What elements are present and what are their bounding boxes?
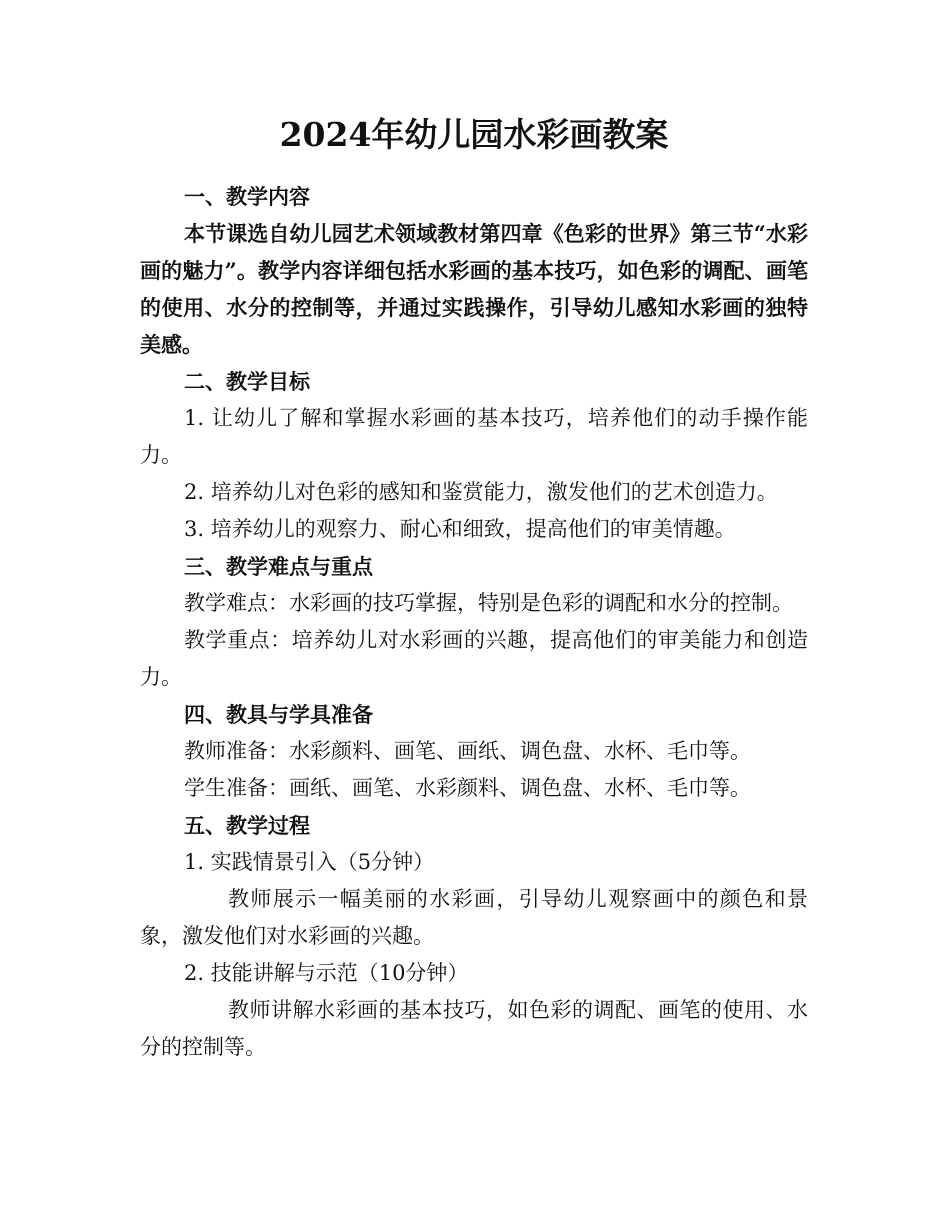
section-heading-content: 一、教学内容 — [184, 184, 310, 209]
difficulty-paragraph: 教学难点：水彩画的技巧掌握，特别是色彩的调配和水分的控制。 — [184, 591, 793, 615]
process-step-1-detail: 教师展示一幅美丽的水彩画，引导幼儿观察画中的颜色和景象，激发他们对水彩画的兴趣。 — [140, 887, 808, 948]
document-body — [140, 110, 808, 1066]
objective-item-2: 2. 培养幼儿对色彩的感知和鉴赏能力，激发他们的艺术创造力。 — [184, 480, 778, 504]
objective-item-1: 1. 让幼儿了解和掌握水彩画的基本技巧，培养他们的动手操作能力。 — [140, 406, 808, 467]
process-step-2-detail: 教师讲解水彩画的基本技巧，如色彩的调配、画笔的使用、水分的控制等。 — [140, 998, 808, 1059]
process-step-1: 1. 实践情景引入（5分钟） — [184, 850, 435, 874]
student-materials: 学生准备：画纸、画笔、水彩颜料、调色盘、水杯、毛巾等。 — [184, 776, 751, 800]
teacher-materials: 教师准备：水彩颜料、画笔、画纸、调色盘、水杯、毛巾等。 — [184, 739, 751, 763]
document-title: 2024年幼儿园水彩画教案 — [279, 115, 669, 154]
section-heading-objectives: 二、教学目标 — [184, 369, 310, 394]
process-step-2: 2. 技能讲解与示范（10分钟） — [184, 961, 469, 985]
content-paragraph: 本节课选自幼儿园艺术领域教材第四章《色彩的世界》第三节“水彩画的魅力”。教学内容详细包括水彩画的基本技巧，如色彩的调配、画笔的使用、水分的控制等，并通过实践操作，引导幼儿感知水彩画的独特美感。 — [140, 221, 808, 357]
section-heading-materials: 四、教具与学具准备 — [184, 702, 373, 727]
focus-paragraph: 教学重点：培养幼儿对水彩画的兴趣，提高他们的审美能力和创造力。 — [140, 628, 808, 689]
section-heading-process: 五、教学过程 — [184, 813, 310, 838]
objective-item-3: 3. 培养幼儿的观察力、耐心和细致，提高他们的审美情趣。 — [184, 517, 736, 541]
section-heading-difficulties: 三、教学难点与重点 — [184, 554, 373, 579]
